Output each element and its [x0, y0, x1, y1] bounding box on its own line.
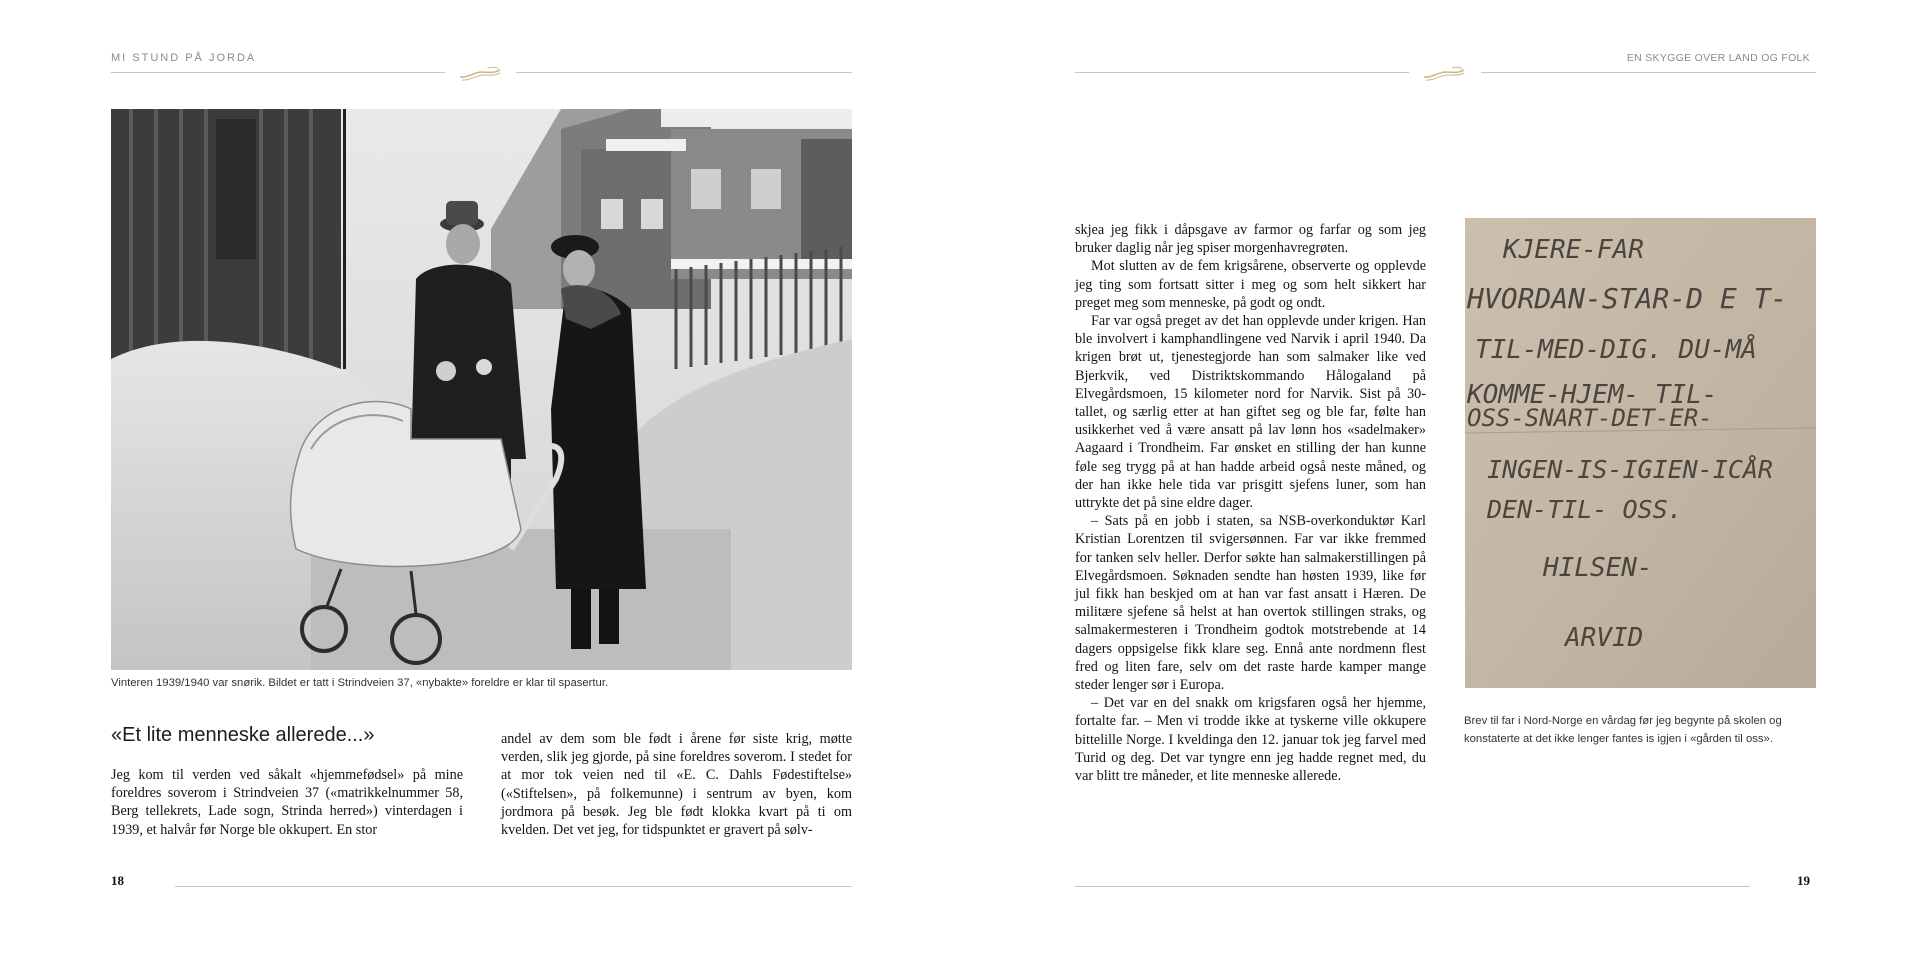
- page-number-right: 19: [1797, 873, 1810, 888]
- paragraph: Far var også preget av det han opplevde under krigen. Han ble involvert i kamphandlingene ved Narvik i april 1940. Da krigen brøt ut, tjenestegjorde han som salmaker like ved Bjerkvik, ved Distriktskommando Hålogaland på Elvegårdsmoen, 15 kilometer nord for Narvik. Sist på 30-tallet, og særlig etter at han giftet seg og ble far, følte han usikkerhet ved å være ansatt på lav lønn hos «sadelmaker» Aagaard i Trondheim. Far ønsket en stilling der han kunne føle seg trygg på at han hadde arbeid også neste måned, og der han ikke hele tida var prisgitt sjefens luner, som han uttrykte det på sine eldre dager.: [1075, 313, 1426, 512]
- handwritten-letter: [1465, 218, 1816, 688]
- paragraph: Mot slutten av de fem krigsårene, observerte og opplevde jeg ting som fortsatt sitter i meg og som helt sikkert har preget meg som menneske, på godt og ondt.: [1075, 258, 1426, 311]
- header-rule-right-b: [1481, 72, 1816, 73]
- right-running-header: EN SKYGGE OVER LAND OG FOLK: [1626, 52, 1810, 64]
- letter-line: KOMME-HJEM- TIL-: [1467, 380, 1718, 410]
- text-column-1: [111, 766, 463, 839]
- paragraph: – Det var en del snakk om krigsfaren også her hjemme, fortalte far. – Men vi trodde ikke at tyskerne ville okkupere bittelille Norge. I kveldinga den 12. januar tok jeg farvel med Turid og deg. Det var tyngre enn jeg hadde regnet med, du var blitt tre måneder, et lite menneske allerede.: [1075, 695, 1426, 785]
- left-running-header: MI STUND PÅ JORDA: [111, 52, 257, 64]
- header-rule-left-a: [111, 72, 445, 73]
- page-number-left: 18: [111, 873, 124, 888]
- letter-line: ARVID: [1565, 623, 1644, 653]
- letter-line: OSS-SNART-DET-ER-: [1467, 404, 1713, 432]
- header-rule-left-b: [516, 72, 852, 73]
- header-rule-right-a: [1075, 72, 1409, 73]
- ornament-icon: [1422, 64, 1466, 82]
- ornament-icon: [458, 64, 502, 82]
- footer-rule-left: [175, 886, 852, 887]
- section-heading: «Et lite menneske allerede...»: [111, 724, 375, 746]
- footer-rule-right: [1075, 886, 1750, 887]
- letter-line: KJERE-FAR: [1503, 235, 1644, 265]
- paragraph: skjea jeg fikk i dåpsgave av farmor og farfar og som jeg bruker daglig når jeg spiser morgenhavregrøten.: [1075, 222, 1426, 257]
- letter-line: HILSEN-: [1543, 553, 1653, 583]
- paragraph: andel av dem som ble født i årene før siste krig, møtte verden, slik jeg gjorde, på sine foreldres soverom. I stedet for at mor tok veien ned til «E. C. Dahls Fødestiftelse» («Stiftelsen», på folkemunne) i sentrum av byen, kom jordmora på besøk. Jeg ble født klokka kvart på ti om kvelden. Det vet jeg, for tidspunktet er gravert på sølv-: [501, 731, 852, 839]
- letter-caption: Brev til far i Nord-Norge en vårdag før jeg begynte på skolen og konstaterte at det ikke lenger fantes is igjen i «gården til oss».: [1464, 715, 1782, 745]
- paragraph: – Sats på en jobb i staten, sa NSB-overkonduktør Karl Kristian Lorentzen til svigersønnen. Far var ikke fremmed for tanken selv heller. Derfor søkte han salmakerstillingen på Elvegårdsmoen. Søknaden sendte han høsten 1939, like før jul fikk han beskjed om at han var fast ansatt i Hæren. De militære sjefene så helst at han overtok stillingen straks, og salmakermesteren i Trondheim godtok motstrebende at 14 dagers oppsigelse fikk klare seg. Ennå ante nordmenn flest fred og liten fare, selv om det raste harde kamper mange steder lenger sør i Europa.: [1075, 513, 1426, 694]
- letter-line: HVORDAN-STAR-D E T-: [1467, 282, 1788, 315]
- photo-caption: Vinteren 1939/1940 var snørik. Bildet er tatt i Strindveien 37, «nybakte» foreldre er klar til spasertur.: [111, 677, 609, 689]
- paragraph: Jeg kom til verden ved såkalt «hjemmefødsel» på mine foreldres soverom i Strindveien 37 («matrikkelnummer 58, Berg tellekrets, Lade sogn, Strinda herred») vinterdagen i 1939, et halvår før Norge ble okkupert. En stor: [111, 767, 463, 838]
- letter-line: TIL-MED-DIG. DU-MÅ: [1475, 335, 1757, 365]
- winter-photo: [111, 109, 852, 670]
- text-column-2: [501, 730, 852, 839]
- letter-line: INGEN-IS-IGIEN-ICÅR: [1487, 455, 1773, 484]
- text-column-3: [1075, 221, 1426, 785]
- letter-line: DEN-TIL- OSS.: [1487, 495, 1683, 524]
